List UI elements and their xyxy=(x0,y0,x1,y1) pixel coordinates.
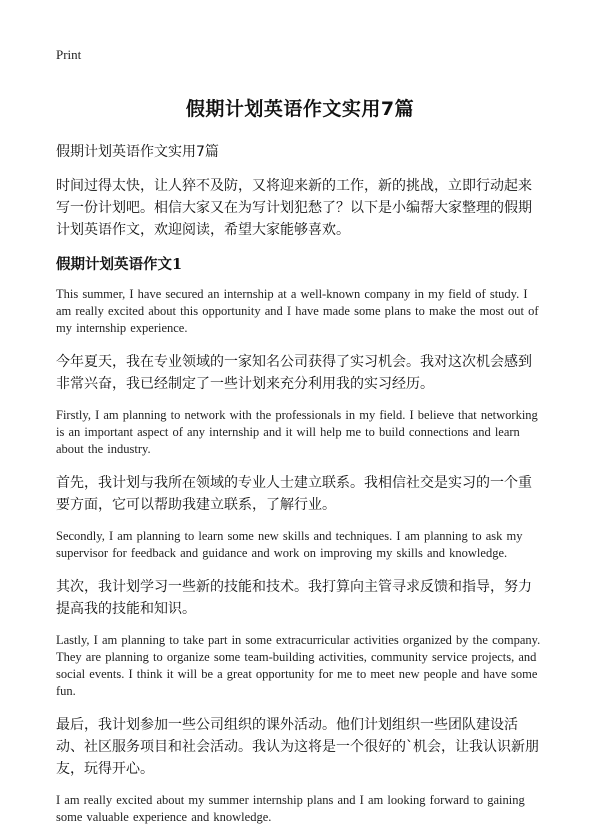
intro-paragraph: 时间过得太快，让人猝不及防，又将迎来新的工作，新的挑战，立即行动起来写一份计划吧。相信大家又在为写计划犯愁了？以下是小编帮大家整理的假期计划英语作文，欢迎阅读，希望大家能够喜欢。 xyxy=(56,178,532,238)
paragraph-cn: 首先，我计划与我所在领域的专业人士建立联系。我相信社交是实习的一个重要方面，它可以帮助我建立联系，了解行业。 xyxy=(56,475,532,513)
paragraph-cn: 今年夏天，我在专业领域的一家知名公司获得了实习机会。我对这次机会感到非常兴奋，我已经制定了一些计划来充分利用我的实习经历。 xyxy=(56,354,532,392)
paragraph-en: I am really excited about my summer internship plans and I am looking forward to gaining some valuable experience and knowledge. xyxy=(56,793,525,824)
document-subtitle: 假期计划英语作文实用7篇 xyxy=(56,144,219,160)
page-title: 假期计划英语作文实用7篇 xyxy=(185,98,415,120)
paragraph-en: Lastly, I am planning to take part in some extracurricular activities organized by the company. They are planning to organize some team-building activities, community service projects, and social events. I think it will be a great opportunity for me to meet new people and have some fun. xyxy=(56,633,541,698)
section-heading: 假期计划英语作文1 xyxy=(56,256,183,273)
paragraph-en: This summer, I have secured an internship at a well-known company in my field of study. I am really excited about this opportunity and I have made some plans to make the most out of my internship experience. xyxy=(56,287,539,335)
print-link[interactable]: Print xyxy=(56,47,82,62)
paragraph-cn: 其次，我计划学习一些新的技能和技术。我打算向主管寻求反馈和指导，努力提高我的技能和知识。 xyxy=(56,579,532,617)
paragraph-en: Secondly, I am planning to learn some new skills and techniques. I am planning to ask my supervisor for feedback and guidance and work on improving my skills and knowledge. xyxy=(56,529,523,560)
paragraph-cn: 最后，我计划参加一些公司组织的课外活动。他们计划组织一些团队建设活动、社区服务项目和社会活动。我认为这将是一个很好的`机会，让我认识新朋友，玩得开心。 xyxy=(56,717,539,777)
paragraph-en: Firstly, I am planning to network with the professionals in my field. I believe that networking is an important aspect of any internship and it will help me to build connections and learn about the industry. xyxy=(56,408,538,456)
